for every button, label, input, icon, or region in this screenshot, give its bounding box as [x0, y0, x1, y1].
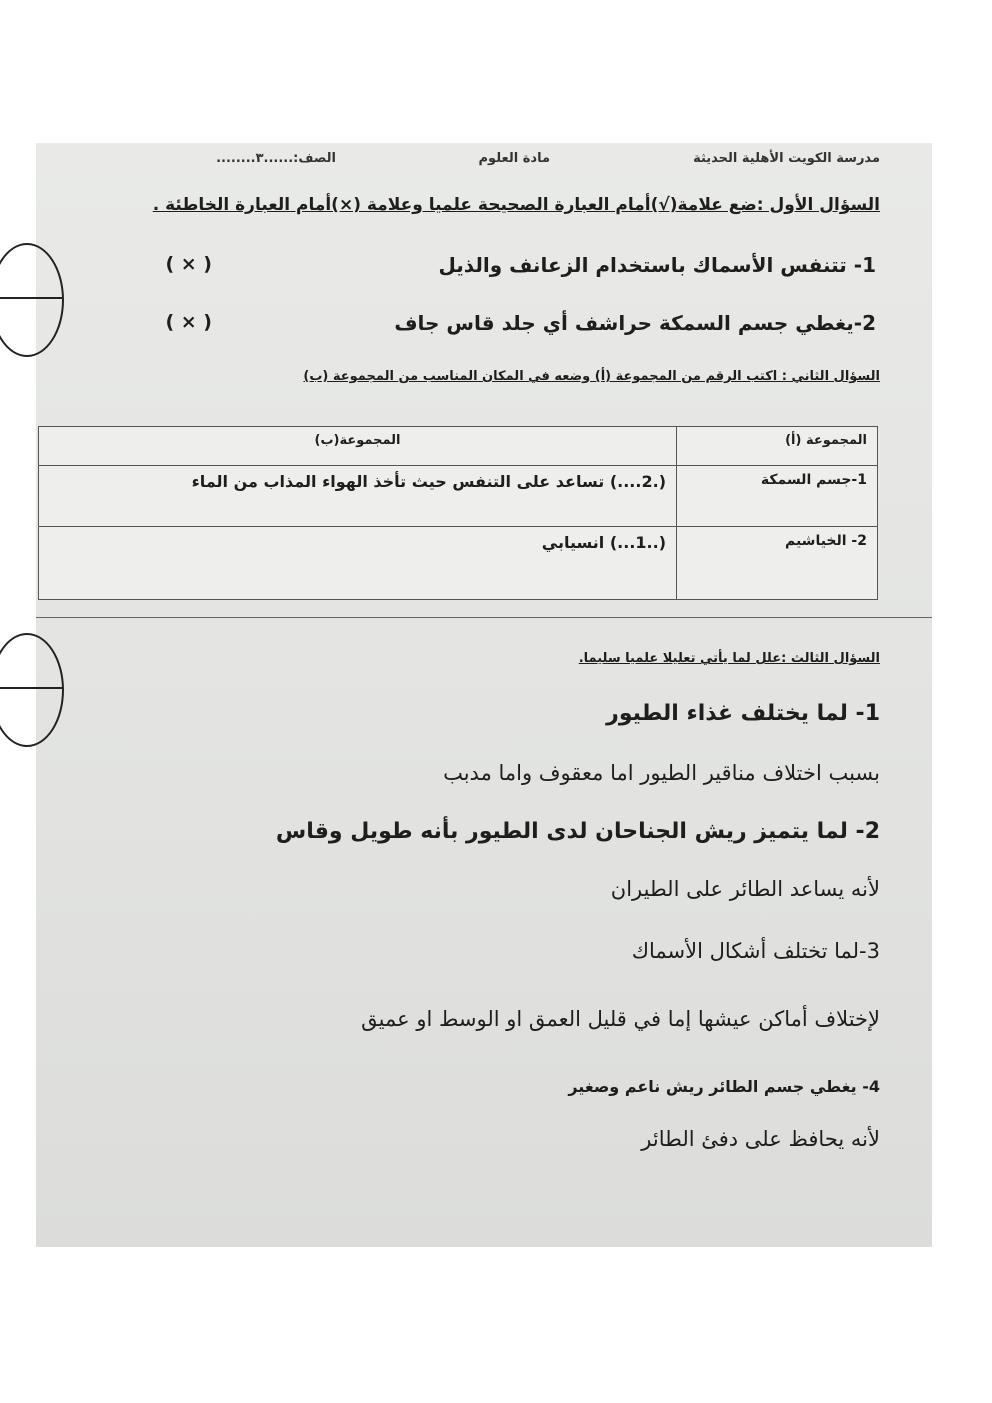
exam-sheet [36, 143, 932, 1247]
cell-group-a-1: 1-جسم السمكة [677, 466, 878, 527]
q3-question-4: 4- يغطي جسم الطائر ريش ناعم وصغير [568, 1077, 880, 1096]
question-1-title: السؤال الأول :ضع علامة(√)أمام العبارة الصحيحة علميا وعلامة (×)أمام العبارة الخاطئة . [152, 195, 880, 215]
header-group-a: المجموعة (أ) [677, 427, 878, 466]
question-2-title: السؤال الثاني : اكتب الرقم من المجموعة (أ) وضعه في المكان المناسب من المجموعة (ب) [303, 369, 880, 384]
cell-group-b-1: (.2....) تساعد على التنفس حيث تأخذ الهواء المذاب من الماء [39, 466, 677, 527]
q3-question-2: 2- لما يتميز ريش الجناحان لدى الطيور بأنه طويل وقاس [275, 819, 880, 844]
table-row [39, 466, 878, 527]
q3-question-3: 3-لما تختلف أشكال الأسماك [631, 939, 880, 963]
score-circle-1 [0, 243, 64, 357]
header-group-b: المجموعة(ب) [39, 427, 677, 466]
q1-answer-mark-2: ( × ) [165, 311, 212, 333]
q3-answer-4: لأنه يحافظ على دفئ الطائر [641, 1127, 880, 1151]
q3-answer-2: لأنه يساعد الطائر على الطيران [610, 877, 880, 901]
table-header-row [39, 427, 878, 466]
subject-name: مادة العلوم [478, 151, 550, 166]
q3-answer-3: لإختلاف أماكن عيشها إما في قليل العمق او الوسط او عميق [361, 1007, 880, 1031]
school-name: مدرسة الكويت الأهلية الحديثة [693, 151, 880, 166]
q1-statement-1: 1- تتنفس الأسماك باستخدام الزعانف والذيل [438, 253, 876, 277]
question-3-title: السؤال الثالث :علل لما يأتي تعليلا علميا سليما. [578, 651, 880, 666]
q1-answer-mark-1: ( × ) [165, 253, 212, 275]
section-divider [36, 617, 932, 618]
table-row [39, 527, 878, 600]
score-circle-2 [0, 633, 64, 747]
q1-statement-2: 2-يغطي جسم السمكة حراشف أي جلد قاس جاف [394, 311, 876, 335]
q3-answer-1: بسبب اختلاف مناقير الطيور اما معقوف واما مدبب [443, 761, 880, 785]
q3-question-1: 1- لما يختلف غذاء الطيور [606, 701, 880, 726]
cell-group-b-2: (..1...) انسيابي [39, 527, 677, 600]
grade-field: الصف:......٣........ [216, 151, 336, 166]
cell-group-a-2: 2- الخياشيم [677, 527, 878, 600]
matching-table [38, 426, 878, 600]
